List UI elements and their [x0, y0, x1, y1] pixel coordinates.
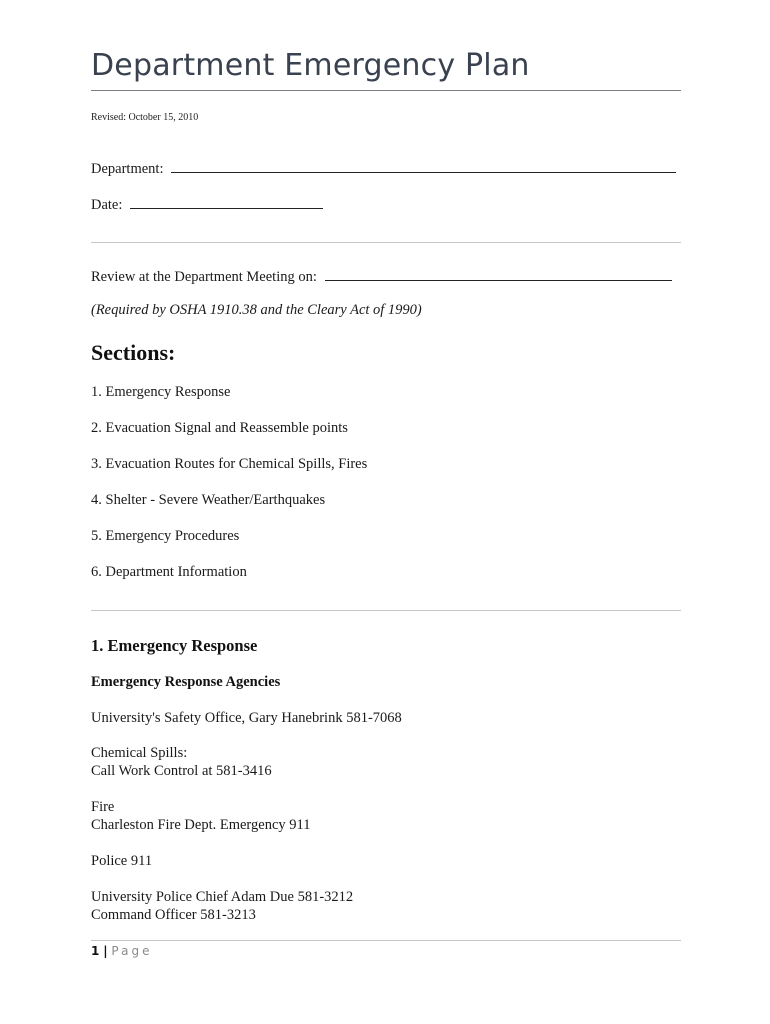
safety-office-line: University's Safety Office, Gary Hanebrink 581-7068	[91, 710, 402, 726]
department-field	[91, 159, 676, 178]
revised-date: Revised: October 15, 2010	[91, 112, 199, 123]
review-label: Review at the Department Meeting on:	[91, 269, 317, 285]
police-chief-line: University Police Chief Adam Due 581-3212	[91, 889, 354, 905]
chemical-spills-detail: Call Work Control at 581-3416	[91, 763, 272, 779]
section-item: 1. Emergency Response	[91, 384, 231, 400]
section-item: 4. Shelter - Severe Weather/Earthquakes	[91, 492, 326, 508]
review-blank[interactable]	[325, 267, 672, 281]
department-label: Department:	[91, 161, 164, 177]
section-item: 2. Evacuation Signal and Reassemble points	[91, 420, 348, 436]
divider-2	[91, 610, 681, 611]
section-item: 5. Emergency Procedures	[91, 528, 240, 544]
command-officer-line: Command Officer 581-3213	[91, 907, 256, 923]
footer-rule	[91, 940, 681, 941]
page-number: 1	[91, 944, 100, 958]
date-field	[91, 195, 323, 214]
agencies-subheading: Emergency Response Agencies	[91, 674, 281, 690]
fire-title: Fire	[91, 799, 115, 815]
document-title: Department Emergency Plan	[91, 48, 530, 83]
police-line: Police 911	[91, 853, 153, 869]
page-footer	[91, 944, 152, 958]
date-label: Date:	[91, 197, 123, 213]
page-label: Page	[111, 944, 153, 958]
chemical-spills-title: Chemical Spills:	[91, 745, 188, 761]
title-underline	[91, 90, 681, 91]
section-item: 3. Evacuation Routes for Chemical Spills, Fires	[91, 456, 368, 472]
divider-1	[91, 242, 681, 243]
department-blank[interactable]	[171, 159, 676, 173]
sections-heading: Sections:	[91, 340, 176, 365]
footer-separator: |	[103, 944, 108, 958]
review-field	[91, 267, 672, 286]
emergency-response-heading: 1. Emergency Response	[91, 636, 258, 655]
date-blank[interactable]	[130, 195, 323, 209]
required-note: (Required by OSHA 1910.38 and the Cleary Act of 1990)	[91, 302, 422, 318]
section-item: 6. Department Information	[91, 564, 247, 580]
fire-detail: Charleston Fire Dept. Emergency 911	[91, 817, 311, 833]
